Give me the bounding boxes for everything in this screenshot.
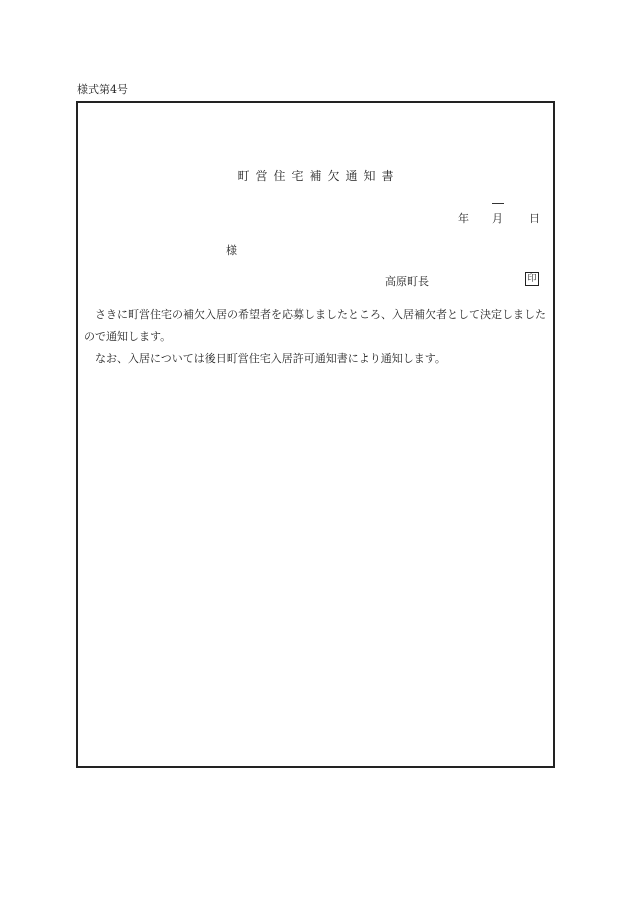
form-number: 様式第4号 <box>77 83 128 96</box>
issuer-name: 高原町長 <box>385 275 429 288</box>
date-separator-line <box>492 203 504 204</box>
document-frame <box>76 101 555 768</box>
notice-body <box>84 304 554 370</box>
seal-box: 印 <box>525 272 539 286</box>
document-title: 町営住宅補欠通知書 <box>237 169 400 183</box>
recipient-suffix: 様 <box>226 244 237 257</box>
notice-paragraph-1: さきに町営住宅の補欠入居の希望者を応募しましたところ、入居補欠者として決定しましたので通知します。 <box>84 308 546 343</box>
date-day-label: 日 <box>529 212 540 225</box>
notice-paragraph-2: なお、入居については後日町営住宅入居許可通知書により通知します。 <box>95 352 446 365</box>
date-year-label: 年 <box>458 212 469 225</box>
date-row <box>78 212 553 226</box>
date-month-label: 月 <box>492 212 503 225</box>
